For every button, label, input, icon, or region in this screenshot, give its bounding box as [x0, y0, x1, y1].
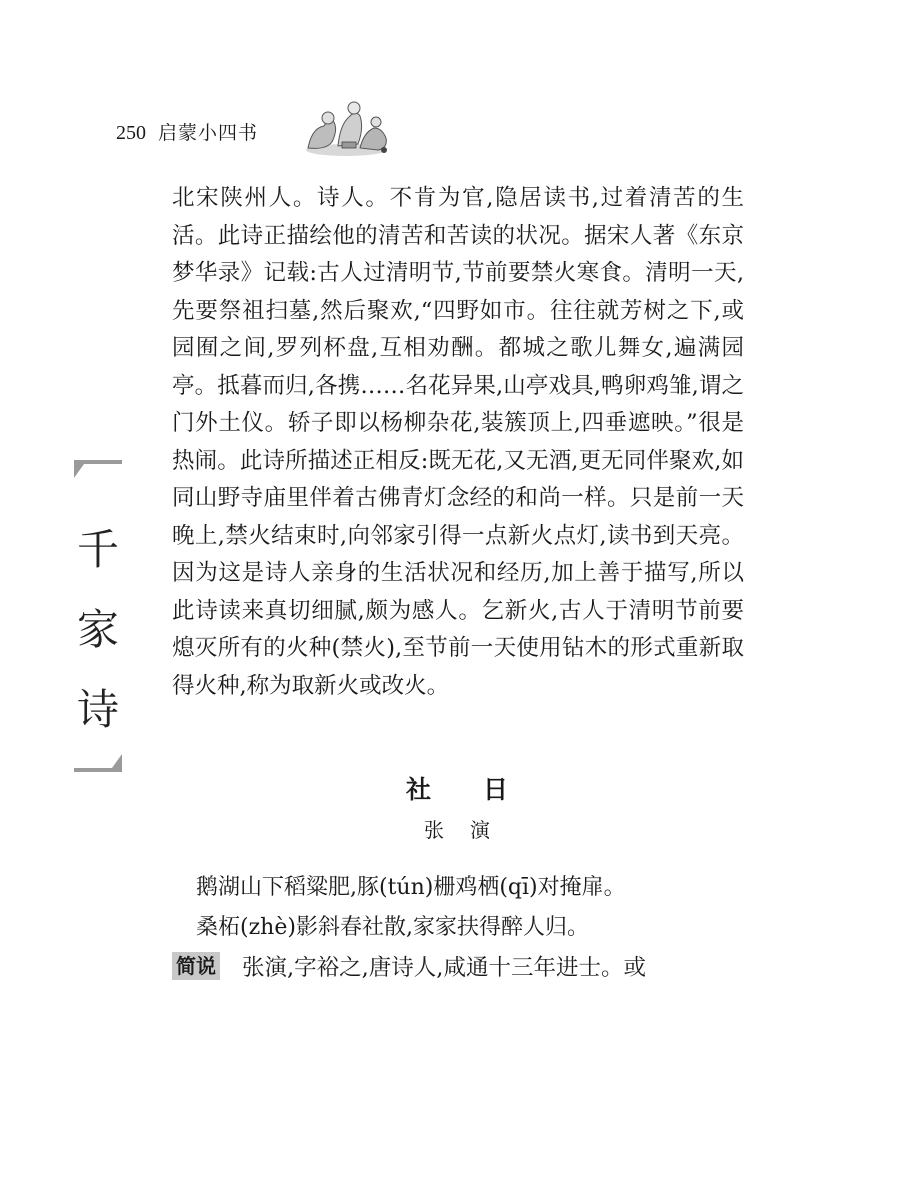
- poem-body: [196, 868, 756, 948]
- commentary: [172, 948, 752, 988]
- poem-title: [172, 770, 744, 806]
- poem-line: 鹅湖山下稻粱肥,豚(tún)栅鸡栖(qī)对掩扉。: [196, 875, 626, 900]
- poem-author-char: 演: [470, 818, 492, 842]
- figures-illustration-icon: [298, 98, 394, 158]
- running-header: [116, 118, 258, 147]
- side-title-char: 千: [76, 525, 119, 574]
- book-title: 启蒙小四书: [158, 122, 259, 144]
- commentary-label: 简说: [172, 952, 220, 980]
- bracket-bottom-icon: [74, 754, 122, 772]
- body-text: [172, 180, 744, 705]
- body-paragraph: 北宋陕州人。诗人。不肯为官,隐居读书,过着清苦的生活。此诗正描绘他的清苦和苦读的状况。据宋人著《东京梦华录》记载:古人过清明节,节前要禁火寒食。清明一天,先要祭祖扫墓,然后聚欢,“四野如市。往往就芳树之下,或园囿之间,罗列杯盘,互相劝酬。都城之歌儿舞女,遍满园亭。抵暮而归,各携……名花异果,山亭戏具,鸭卵鸡雏,谓之门外土仪。轿子即以杨柳杂花,装簇顶上,四垂遮映。”很是热闹。此诗所描述正相反:既无花,又无酒,更无同伴聚欢,如同山野寺庙里伴着古佛青灯念经的和尚一样。只是前一天晚上,禁火结束时,向邻家引得一点新火点灯,读书到天亮。因为这是诗人亲身的生活状况和经历,加上善于描写,所以此诗读来真切细腻,颇为感人。乞新火,古人于清明节前要熄灭所有的火种(禁火),至节前一天使用钻木的形式重新取得火种,称为取新火或改火。: [172, 185, 744, 699]
- bracket-top-icon: [74, 460, 122, 478]
- poem-line: 桑柘(zhè)影斜春社散,家家扶得醉人归。: [196, 915, 589, 940]
- poem-title-char: 日: [483, 775, 511, 804]
- poem-title-char: 社: [405, 775, 433, 804]
- page-number: 250: [116, 122, 146, 144]
- side-title-char: 家: [76, 605, 119, 654]
- poem-author-char: 张: [424, 818, 446, 842]
- side-title: [70, 510, 126, 750]
- commentary-text: 张演,字裕之,唐诗人,咸通十三年进士。或: [242, 955, 646, 981]
- poem-author: [172, 814, 744, 843]
- section-side-tab: [70, 460, 126, 772]
- side-title-char: 诗: [76, 685, 119, 734]
